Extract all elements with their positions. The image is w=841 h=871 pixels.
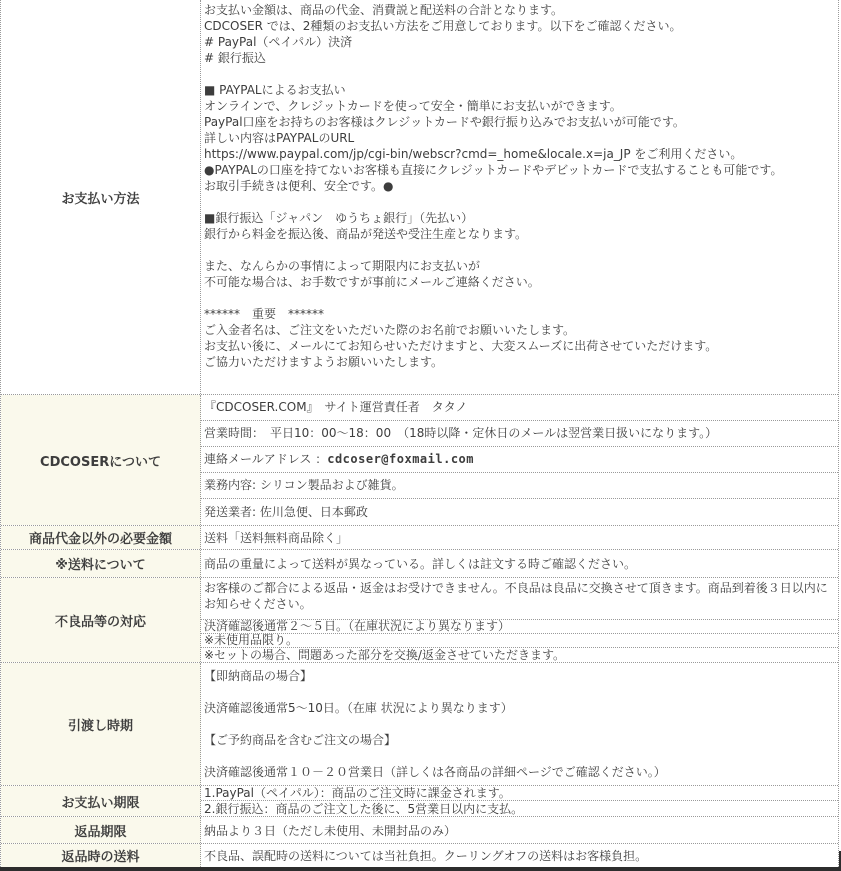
row-header-return-deadline <box>1 817 201 843</box>
about-row-contact-email <box>201 447 838 473</box>
payment-line <box>204 194 836 210</box>
row-header-label: 商品代金以外の必要金額 <box>28 532 172 547</box>
section-payment-method <box>1 0 838 394</box>
defective-goods-timing <box>201 620 838 634</box>
delivery-line: 【即納商品の場合】 <box>204 669 313 683</box>
payment-line: CDCOSER では、2種類のお支払い方法をご用意しております。以下をご確認ください。 <box>204 19 682 33</box>
delivery-line: 【ご予約商品を含むご注文の場合】 <box>204 733 397 747</box>
payment-line <box>204 290 836 306</box>
business-hours-text: 営業時間： 平日10：00～18：00 （18時以降・定休日のメールは翌営業日扱いになります。） <box>204 426 718 440</box>
section-shipping-note <box>1 549 838 577</box>
contact-email-label: 連絡メールアドレス ： <box>204 452 328 466</box>
payment-line: お支払い後に、メールにてお知らせいただけますと、大変スムーズに出荷させていただけます。 <box>204 339 718 353</box>
row-header-delivery-time <box>1 663 201 785</box>
row-header-label: 返品時の送料 <box>61 850 140 865</box>
row-header-return-shipping <box>1 844 201 867</box>
row-header-label: お支払い期限 <box>61 795 140 811</box>
delivery-line <box>204 684 836 700</box>
row-header-label: ※送料について <box>55 558 146 573</box>
delivery-line <box>204 748 836 764</box>
payment-line <box>204 242 836 258</box>
extra-fees-text: 送料「送料無料商品除く」 <box>204 531 349 545</box>
deadline-bank-text: 2.銀行振込：商品のご注文した後に、5営業日以内に支払。 <box>204 801 524 816</box>
about-row-business-content <box>201 473 838 499</box>
payment-line: お取引手続きは便利、安全です。● <box>204 179 394 193</box>
delivery-line: 決済確認後通常5～10日。（在庫 状況により異なります） <box>204 701 513 715</box>
defective-timing-text: 決済確認後通常２～５日。（在庫状況により異なります） <box>204 619 511 633</box>
payment-line: ■銀行振込「ジャパン ゆうちょ銀行」（先払い） <box>204 211 474 225</box>
return-deadline-text: 納品より３日（ただし未使用、未開封品のみ） <box>204 823 457 838</box>
payment-deadline-rows <box>201 786 838 816</box>
section-return-deadline <box>1 816 838 843</box>
about-row-site-owner <box>201 395 838 421</box>
return-shipping-content <box>201 844 838 867</box>
payment-line: お支払い金額は、商品の代金、消費説と配送料の合計となります。 <box>204 3 564 17</box>
about-rows <box>201 395 838 525</box>
row-header-shipping-note <box>1 550 201 577</box>
payment-paypal-url: https://www.paypal.com/jp/cgi-bin/webscr?cmd=_home&locale.x=ja_JP をご利用ください。 <box>204 147 743 161</box>
section-about-cdcoser <box>1 394 838 525</box>
payment-line: ご入金者名は、ご注文をいただいた際のお名前でお願いいたします。 <box>204 323 576 337</box>
defective-goods-rows <box>201 578 838 662</box>
payment-line: ご協力いただけますようお願いいたします。 <box>204 355 444 369</box>
payment-line: また、なんらかの事情によって期限内にお支払いが <box>204 259 481 273</box>
delivery-time-content <box>201 663 838 785</box>
delivery-line: 決済確認後通常１０－２０営業日（詳しくは各商品の詳細ページでご確認ください。） <box>204 765 666 779</box>
row-header-label: 引渡し時期 <box>67 718 133 734</box>
site-owner-text: 『CDCOSER.COM』 サイト運営責任者 タタノ <box>204 400 468 414</box>
payment-important-heading: ****** 重要 ****** <box>204 307 325 321</box>
deadline-paypal-text: 1.PayPal（ペイパル）：商品のご注文時に課金されます。 <box>204 786 511 800</box>
set-note-text: ※セットの場合、問題あった部分を交換/返金させていただきます。 <box>204 647 566 662</box>
row-header-label: 不良品等の対応 <box>54 614 146 630</box>
extra-fees-content <box>201 526 838 549</box>
return-deadline-content <box>201 817 838 843</box>
payment-deadline-bank <box>201 801 838 816</box>
unused-note-text: ※未使用品限り。 <box>204 633 299 647</box>
payment-line: # PayPal（ペイパル）決済 <box>204 35 353 49</box>
about-row-shipping-carrier <box>201 499 838 525</box>
payment-line: 銀行から料金を振込後、商品が発送や受注生産となります。 <box>204 227 528 241</box>
section-defective-goods <box>1 577 838 662</box>
section-payment-deadline <box>1 785 838 816</box>
business-content-text: 業務内容: シリコン製品および雑貨。 <box>204 478 404 492</box>
delivery-line <box>204 716 836 732</box>
row-header-label: お支払い方法 <box>61 191 140 207</box>
contact-email-address: cdcoser@foxmail.com <box>327 452 474 466</box>
defective-goods-policy <box>201 578 838 620</box>
payment-line: ●PAYPALの口座を持てないお客様も直接にクレジットカードやデビットカードで支払することも可能です。 <box>204 163 783 177</box>
row-header-label: CDCOSERについて <box>40 454 161 470</box>
payment-method-content <box>201 0 838 394</box>
payment-line <box>204 66 836 82</box>
section-delivery-time <box>1 662 838 785</box>
return-shipping-text: 不良品、誤配時の送料については当社負担。クーリングオフの送料はお客様負担。 <box>204 849 648 863</box>
payment-deadline-paypal <box>201 786 838 801</box>
payment-line: PayPal口座をお持ちのお客様はクレジットカードや銀行振り込みでお支払いが可能です。 <box>204 115 685 129</box>
section-extra-fees <box>1 525 838 549</box>
row-header-extra-fees <box>1 526 201 549</box>
payment-line: # 銀行振込 <box>204 51 266 65</box>
payment-line: 詳しい内容はPAYPALのURL <box>204 131 355 145</box>
defective-goods-unused-note <box>201 634 838 648</box>
shipping-carrier-text: 発送業者: 佐川急便、日本郵政 <box>204 504 368 519</box>
row-header-payment-method <box>1 0 201 394</box>
row-header-about-cdcoser <box>1 395 201 525</box>
defective-goods-set-note <box>201 648 838 662</box>
payment-line: オンラインで、クレジットカードを使って安全・簡単にお支払いができます。 <box>204 99 622 113</box>
shipping-note-text: 商品の重量によって送料が異なっている。詳しくは註文する時ご確認ください。 <box>204 557 637 571</box>
row-header-defective-goods <box>1 578 201 662</box>
row-header-label: 返品期限 <box>74 824 127 840</box>
defective-policy-text: お客様のご都合による返品・返金はお受けできません。不良品は良品に交換させて頂きます。商品到着後３日以内にお知らせください。 <box>204 581 828 611</box>
row-header-payment-deadline <box>1 786 201 816</box>
payment-line: 不可能な場合は、お手数ですが事前にメールご連絡ください。 <box>204 275 540 289</box>
shipping-note-content <box>201 550 838 577</box>
payment-line: ■ PAYPALによるお支払い <box>204 83 346 97</box>
section-return-shipping <box>1 843 838 867</box>
about-row-business-hours <box>201 421 838 447</box>
